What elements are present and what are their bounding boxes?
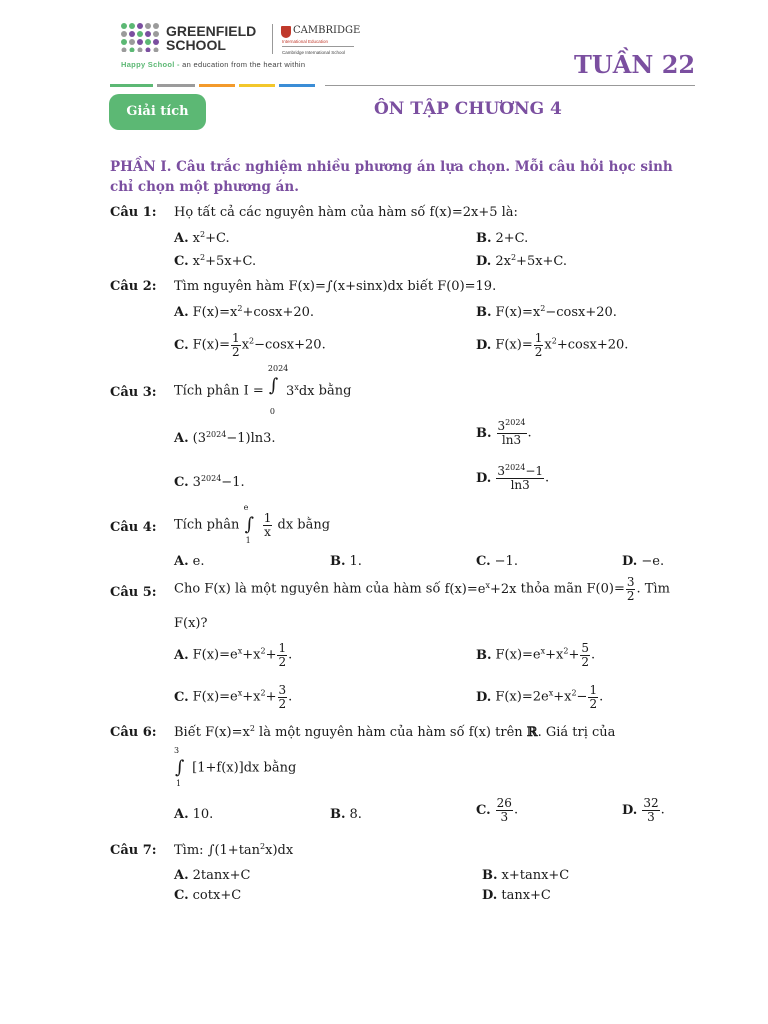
- cambridge-school: Cambridge International School: [282, 50, 346, 55]
- q7-option-b[interactable]: B. x+tanx+C: [482, 868, 570, 883]
- q6-option-d[interactable]: D. $\frac{32}{3}$ .: [622, 796, 665, 824]
- divider-line: [325, 85, 695, 86]
- q5-text-line2: F(x)?: [174, 616, 208, 631]
- cambridge-name: CAMBRIDGE: [293, 25, 361, 36]
- q2-text: Tìm nguyên hàm F(x)=∫(x+sinx)dx biết F(0)=19.: [174, 279, 497, 294]
- week-title: TUẦN 22: [574, 50, 696, 79]
- q3-option-c[interactable]: C. $3^{2024}-1$.: [174, 474, 245, 490]
- q7-option-c[interactable]: C. cotx+C: [174, 888, 242, 903]
- q2-option-c[interactable]: C. F(x)= $\frac{1}{2}$ $x^2-\cos x+20$.: [174, 331, 326, 359]
- chapter-title: ÔN TẬP CHƯƠNG 4: [374, 99, 562, 119]
- q4-option-c[interactable]: C. −1.: [476, 554, 518, 569]
- q5-option-b[interactable]: B. $F(x)=e^x+x^2+$ $\frac{5}{2}$ .: [476, 641, 596, 669]
- q1-option-d[interactable]: D. $2x^2+5x+C$.: [476, 253, 568, 269]
- q5-text: Cho F(x) là một nguyên hàm của hàm số $f(x)=e^x+2x$ thỏa mãn F(0)= $\frac{3}{2}$ . Tìm: [174, 575, 670, 603]
- divider-green: [110, 84, 153, 87]
- q5-option-a[interactable]: A. $F(x)=e^x+x^2+$ $\frac{1}{2}$ .: [174, 641, 293, 669]
- divider-orange: [199, 84, 235, 87]
- q5-option-d[interactable]: D. $F(x)=2e^x+x^2-$ $\frac{1}{2}$ .: [476, 683, 604, 711]
- q1-text: Họ tất cả các nguyên hàm của hàm số f(x)=2x+5 là:: [174, 205, 518, 220]
- cambridge-crest-icon: [281, 26, 291, 38]
- q4-text: Tích phân e ∫ 1 $\frac{1}{x}$ dx bằng: [174, 503, 331, 545]
- q6-text: Biết $F(x)=x^2$ là một nguyên hàm của hàm số f(x) trên ℝ. Giá trị của: [174, 724, 616, 740]
- q7-option-d[interactable]: D. tanx+C: [482, 888, 551, 903]
- q1-label: Câu 1:: [110, 205, 157, 220]
- q2-option-b[interactable]: B. $F(x)=x^2-\cos x+20$.: [476, 304, 617, 320]
- q3-option-b[interactable]: B. $\frac{3^{2024}}{\ln 3}$ .: [476, 418, 532, 447]
- q4-option-d[interactable]: D. −e.: [622, 554, 665, 569]
- q2-option-a[interactable]: A. $F(x)=x^2+\cos x+20$.: [174, 304, 315, 320]
- q6-option-a[interactable]: A. 10.: [174, 807, 214, 822]
- cambridge-rule: [282, 46, 354, 47]
- divider-gray: [157, 84, 195, 87]
- q5-label: Câu 5:: [110, 585, 157, 600]
- q2-label: Câu 2:: [110, 279, 157, 294]
- q4-option-a[interactable]: A. e.: [174, 554, 205, 569]
- subject-badge: Giải tích: [109, 94, 206, 130]
- q6-text-line2: 3 ∫ 1 [1+f(x)]dx bằng: [174, 746, 297, 788]
- q6-option-b[interactable]: B. 8.: [330, 807, 362, 822]
- school-name: GREENFIELD SCHOOL: [166, 23, 257, 53]
- school-logo-icon: [120, 22, 160, 52]
- divider-yellow: [239, 84, 275, 87]
- q3-text: Tích phân I = 2024 ∫ 0 3$^x$dx bằng: [174, 364, 352, 416]
- q4-label: Câu 4:: [110, 520, 157, 535]
- q7-label: Câu 7:: [110, 843, 157, 858]
- q3-label: Câu 3:: [110, 385, 157, 400]
- part-heading: PHẦN I. Câu trắc nghiệm nhiều phương án lựa chọn. Mỗi câu hỏi học sinh chỉ chọn một phương án.: [110, 159, 673, 195]
- logo-divider: [272, 24, 273, 54]
- q7-text: Tìm: $\int(1+\tan^2x)dx$: [174, 842, 294, 858]
- header-divider: [110, 84, 695, 87]
- q3-integral: 2024 ∫ 0: [267, 364, 289, 416]
- q4-option-b[interactable]: B. 1.: [330, 554, 362, 569]
- q1-option-a[interactable]: A. $x^2+C$.: [174, 230, 230, 246]
- q6-option-c[interactable]: C. $\frac{26}{3}$ .: [476, 796, 519, 824]
- q1-option-b[interactable]: B. 2+C.: [476, 231, 529, 246]
- q6-integral: 3 ∫ 1: [174, 746, 185, 788]
- q6-label: Câu 6:: [110, 725, 157, 740]
- q7-option-a[interactable]: A. 2tanx+C: [174, 868, 251, 883]
- q3-option-d[interactable]: D. $\frac{3^{2024}-1}{\ln 3}$ .: [476, 463, 550, 492]
- q2-option-d[interactable]: D. F(x)= $\frac{1}{2}$ $x^2+\cos x+20$.: [476, 331, 629, 359]
- q3-option-a[interactable]: A. $(3^{2024}-1)\ln 3$.: [174, 430, 276, 446]
- school-logo: [120, 22, 160, 52]
- q4-integral: e ∫ 1: [243, 503, 254, 545]
- cambridge-sub: International Education: [282, 39, 329, 44]
- school-tagline: Happy School - an education from the heart within: [121, 60, 306, 69]
- q5-option-c[interactable]: C. $F(x)=e^x+x^2+$ $\frac{3}{2}$ .: [174, 683, 293, 711]
- divider-blue: [279, 84, 315, 87]
- q1-option-c[interactable]: C. $x^2+5x+C$.: [174, 253, 257, 269]
